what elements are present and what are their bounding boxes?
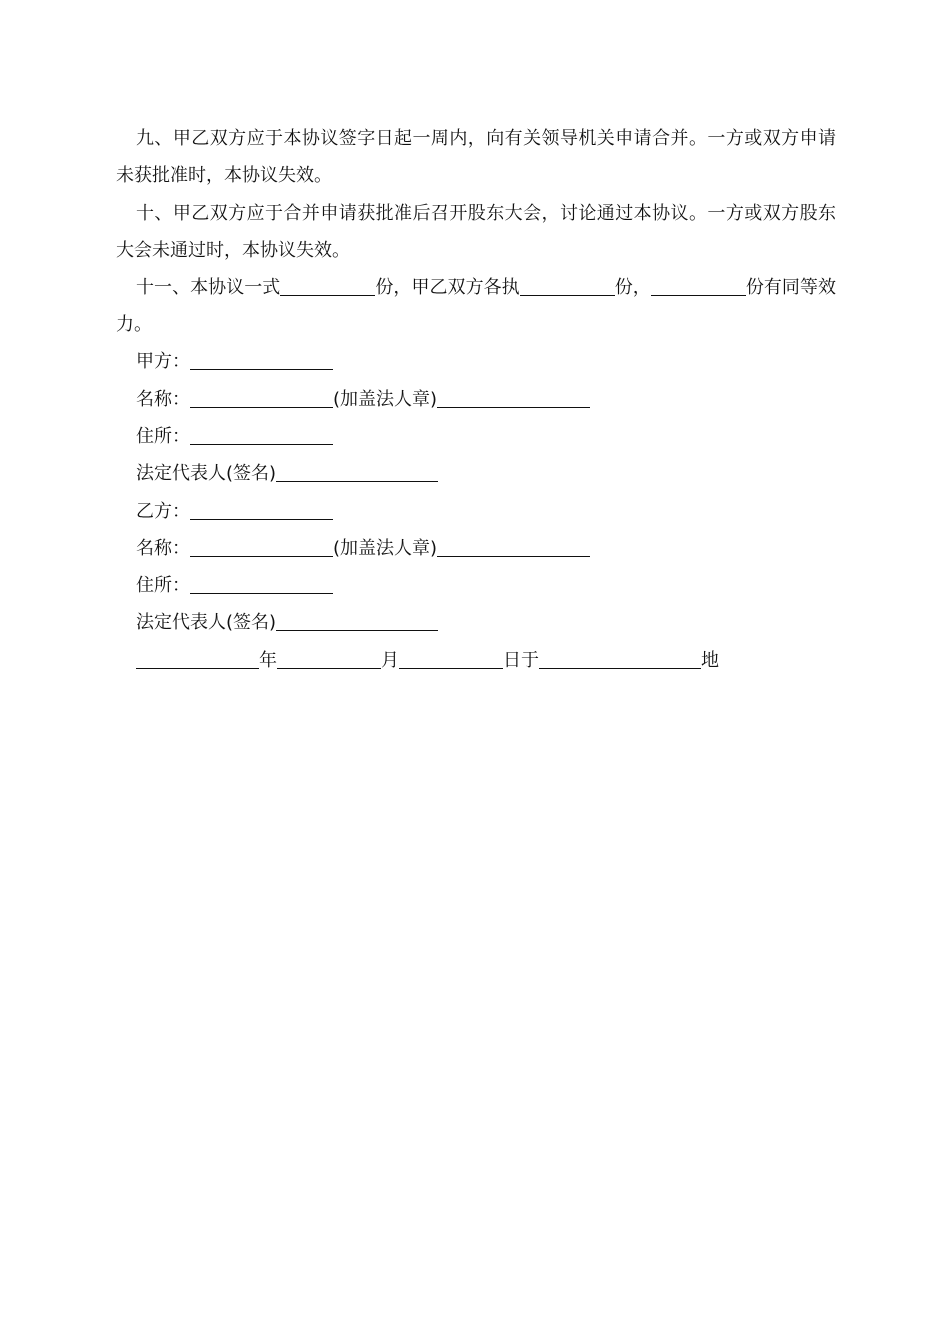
party-a-name-line <box>136 388 590 412</box>
party-b-address-blank[interactable] <box>190 575 333 594</box>
party-a-rep-label: 法定代表人(签名) <box>136 463 277 484</box>
party-a-address-blank[interactable] <box>190 426 333 445</box>
date-place-line <box>136 649 719 673</box>
party-b-address-line <box>136 574 333 598</box>
clause-10: 十、甲乙双方应于合并申请获批准后召开股东大会，讨论通过本协议。一方或双方股东大会未通过时，本协议失效。 <box>116 203 836 261</box>
party-b-seal-blank[interactable] <box>437 538 590 557</box>
party-a-address-line <box>136 425 333 449</box>
copies-total-blank[interactable] <box>280 277 375 296</box>
clause-11-text-2: 份，甲乙双方各执 <box>375 277 520 298</box>
year-label: 年 <box>259 650 277 671</box>
party-a-rep-line <box>136 462 438 486</box>
month-label: 月 <box>381 650 399 671</box>
month-blank[interactable] <box>277 650 381 669</box>
party-b-address-label: 住所： <box>136 575 190 596</box>
place-blank[interactable] <box>539 650 701 669</box>
party-a-blank[interactable] <box>190 351 333 370</box>
party-a-address-label: 住所： <box>136 426 190 447</box>
day-at-label: 日于 <box>503 650 539 671</box>
day-blank[interactable] <box>399 650 503 669</box>
clause-9: 九、甲乙双方应于本协议签字日起一周内，向有关领导机关申请合并。一方或双方申请未获批准时，本协议失效。 <box>116 128 836 186</box>
party-a-name-blank[interactable] <box>190 389 333 408</box>
party-b-label: 乙方： <box>136 501 190 522</box>
party-a-seal-blank[interactable] <box>437 389 590 408</box>
party-b-name-blank[interactable] <box>190 538 333 557</box>
party-b-name-line <box>136 537 590 561</box>
party-a-seal-label: (加盖法人章) <box>333 389 438 410</box>
party-b-rep-blank[interactable] <box>276 612 438 631</box>
clause-11-text-3: 份， <box>614 277 651 298</box>
clause-11 <box>116 269 836 343</box>
clause-11-text-5: 等效力。 <box>116 277 837 335</box>
party-a-rep-blank[interactable] <box>276 463 438 482</box>
copies-other-blank[interactable] <box>651 277 746 296</box>
party-b-rep-label: 法定代表人(签名) <box>136 612 277 633</box>
place-label: 地 <box>701 650 719 671</box>
party-a-line <box>136 350 333 374</box>
year-blank[interactable] <box>136 650 259 669</box>
party-b-line <box>136 500 333 524</box>
party-b-rep-line <box>136 611 438 635</box>
party-b-blank[interactable] <box>190 501 333 520</box>
copies-each-blank[interactable] <box>520 277 615 296</box>
party-b-seal-label: (加盖法人章) <box>333 538 438 559</box>
clause-11-text-4: 份有同 <box>745 277 800 298</box>
clause-11-text-1: 十一、本协议一式 <box>136 277 281 298</box>
party-b-name-label: 名称： <box>136 538 190 559</box>
party-a-label: 甲方： <box>136 351 190 372</box>
party-a-name-label: 名称： <box>136 389 190 410</box>
